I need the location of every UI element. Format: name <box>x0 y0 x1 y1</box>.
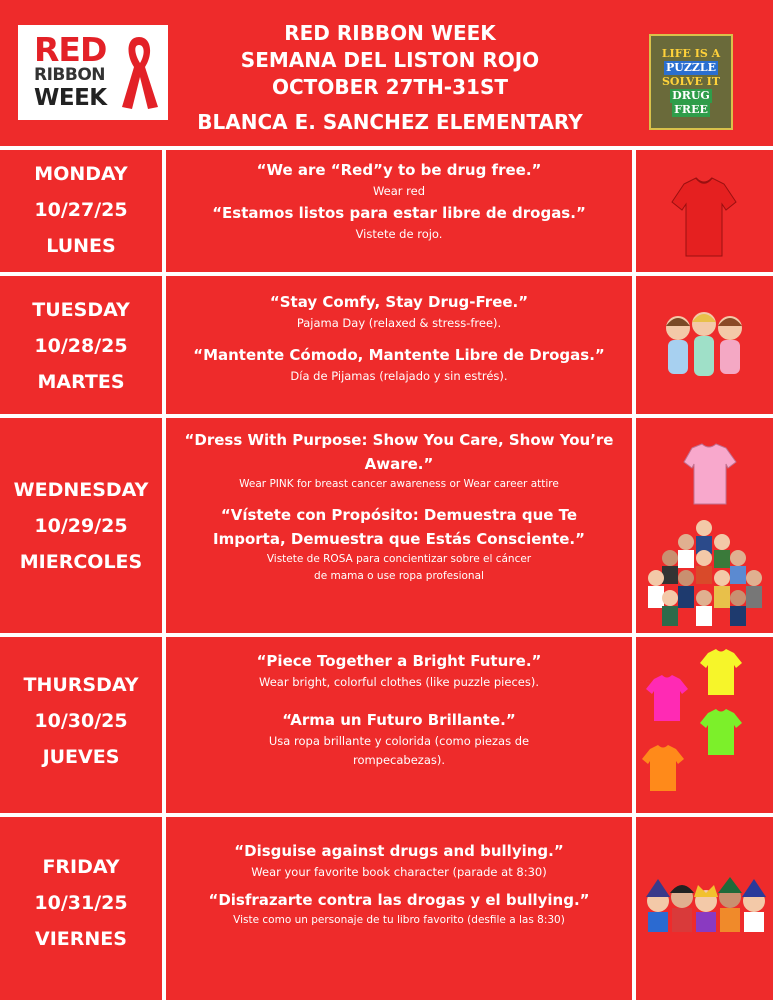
colorful-tshirts-icon <box>636 645 773 810</box>
spanish-description-line-1: Vistete de ROSA para concientizar sobre el cáncer <box>266 553 532 565</box>
day-content <box>166 290 632 386</box>
day-date: 10/28/25 <box>34 335 128 357</box>
day-content <box>166 649 632 770</box>
english-description: Pajama Day (relaxed & stress-free). <box>296 316 502 330</box>
day-content <box>166 839 632 929</box>
logo-line-week: WEEK <box>34 85 107 111</box>
english-description: Wear red <box>372 184 426 198</box>
day-label <box>0 472 162 580</box>
logo-line-red: RED <box>34 30 107 69</box>
day-content <box>166 428 632 585</box>
spanish-description-line-2: rompecabezas). <box>352 753 446 767</box>
title-english: RED RIBBON WEEK <box>284 21 496 45</box>
spanish-theme: “Arma un Futuro Brillante.” <box>282 711 516 729</box>
spanish-theme: “Estamos listos para estar libre de drogas.” <box>212 204 586 222</box>
day-name: FRIDAY <box>42 856 120 878</box>
poster-line-1: LIFE IS A <box>661 47 721 60</box>
red-ribbon-icon <box>118 33 160 113</box>
spanish-description: Vistete de rojo. <box>355 227 443 241</box>
day-date: 10/29/25 <box>34 515 128 537</box>
costumed-kids-icon <box>636 867 773 937</box>
english-theme-line-2: Aware.” <box>364 455 434 473</box>
day-spanish: MARTES <box>37 371 125 393</box>
day-spanish: JUEVES <box>42 746 120 768</box>
day-row-monday <box>0 150 773 272</box>
day-date: 10/27/25 <box>34 199 128 221</box>
poster-line-2: PUZZLE <box>665 61 717 74</box>
poster-line-5: FREE <box>674 103 708 116</box>
poster-line-3: SOLVE IT <box>661 75 721 88</box>
kids-in-pajamas-icon <box>636 306 773 386</box>
spanish-theme: “Disfrazarte contra las drogas y el bullying.” <box>208 891 590 909</box>
spanish-description: Día de Pijamas (relajado y sin estrés). <box>290 369 508 383</box>
english-theme-line-1: “Dress With Purpose: Show You Care, Show You’re <box>184 431 614 449</box>
title-dates: OCTOBER 27TH-31ST <box>272 75 508 99</box>
day-row-thursday <box>0 637 773 813</box>
day-spanish: MIERCOLES <box>19 551 143 573</box>
day-row-tuesday <box>0 276 773 414</box>
day-name: TUESDAY <box>32 299 130 321</box>
english-description: Wear bright, colorful clothes (like puzzle pieces). <box>259 675 539 689</box>
spanish-theme: “Mantente Cómodo, Mantente Libre de Drogas.” <box>193 346 605 364</box>
day-name: THURSDAY <box>23 674 139 696</box>
day-name: MONDAY <box>34 163 128 185</box>
day-label <box>0 667 162 775</box>
spanish-description-line-2: de mama o use ropa profesional <box>314 570 484 582</box>
day-label <box>0 849 162 957</box>
spanish-description: Viste como un personaje de tu libro favorito (desfile a las 8:30) <box>233 914 565 926</box>
english-theme: “Piece Together a Bright Future.” <box>256 652 542 670</box>
spanish-description-line-1: Usa ropa brillante y colorida (como piezas de <box>268 734 530 748</box>
english-description: Wear your favorite book character (parade at 8:30) <box>251 865 547 879</box>
english-theme: “We are “Red”y to be drug free.” <box>256 161 542 179</box>
pink-tshirt-and-careers-icon <box>636 438 773 628</box>
day-row-friday <box>0 817 773 1000</box>
day-date: 10/30/25 <box>34 710 128 732</box>
english-description: Wear PINK for breast cancer awareness or Wear career attire <box>239 478 559 490</box>
red-tshirt-icon <box>636 172 773 262</box>
title-spanish: SEMANA DEL LISTON ROJO <box>240 48 540 72</box>
day-name: WEDNESDAY <box>13 479 149 501</box>
day-spanish: VIERNES <box>35 928 127 950</box>
title-block <box>180 20 600 134</box>
day-label <box>0 292 162 400</box>
poster-line-4: DRUG <box>672 89 710 102</box>
red-ribbon-week-logo <box>18 25 168 120</box>
header <box>0 0 773 148</box>
spanish-theme-line-2: Importa, Demuestra que Estás Consciente.” <box>213 530 585 548</box>
logo-line-ribbon: RIBBON <box>34 65 106 85</box>
spanish-theme-line-1: “Vístete con Propósito: Demuestra que Te <box>220 506 578 524</box>
life-is-a-puzzle-poster <box>649 34 733 130</box>
english-theme: “Disguise against drugs and bullying.” <box>234 842 564 860</box>
day-content <box>166 158 632 244</box>
day-label <box>0 156 162 264</box>
day-row-wednesday <box>0 418 773 633</box>
day-spanish: LUNES <box>46 235 116 257</box>
school-name: BLANCA E. SANCHEZ ELEMENTARY <box>197 110 583 134</box>
day-date: 10/31/25 <box>34 892 128 914</box>
english-theme: “Stay Comfy, Stay Drug-Free.” <box>269 293 529 311</box>
